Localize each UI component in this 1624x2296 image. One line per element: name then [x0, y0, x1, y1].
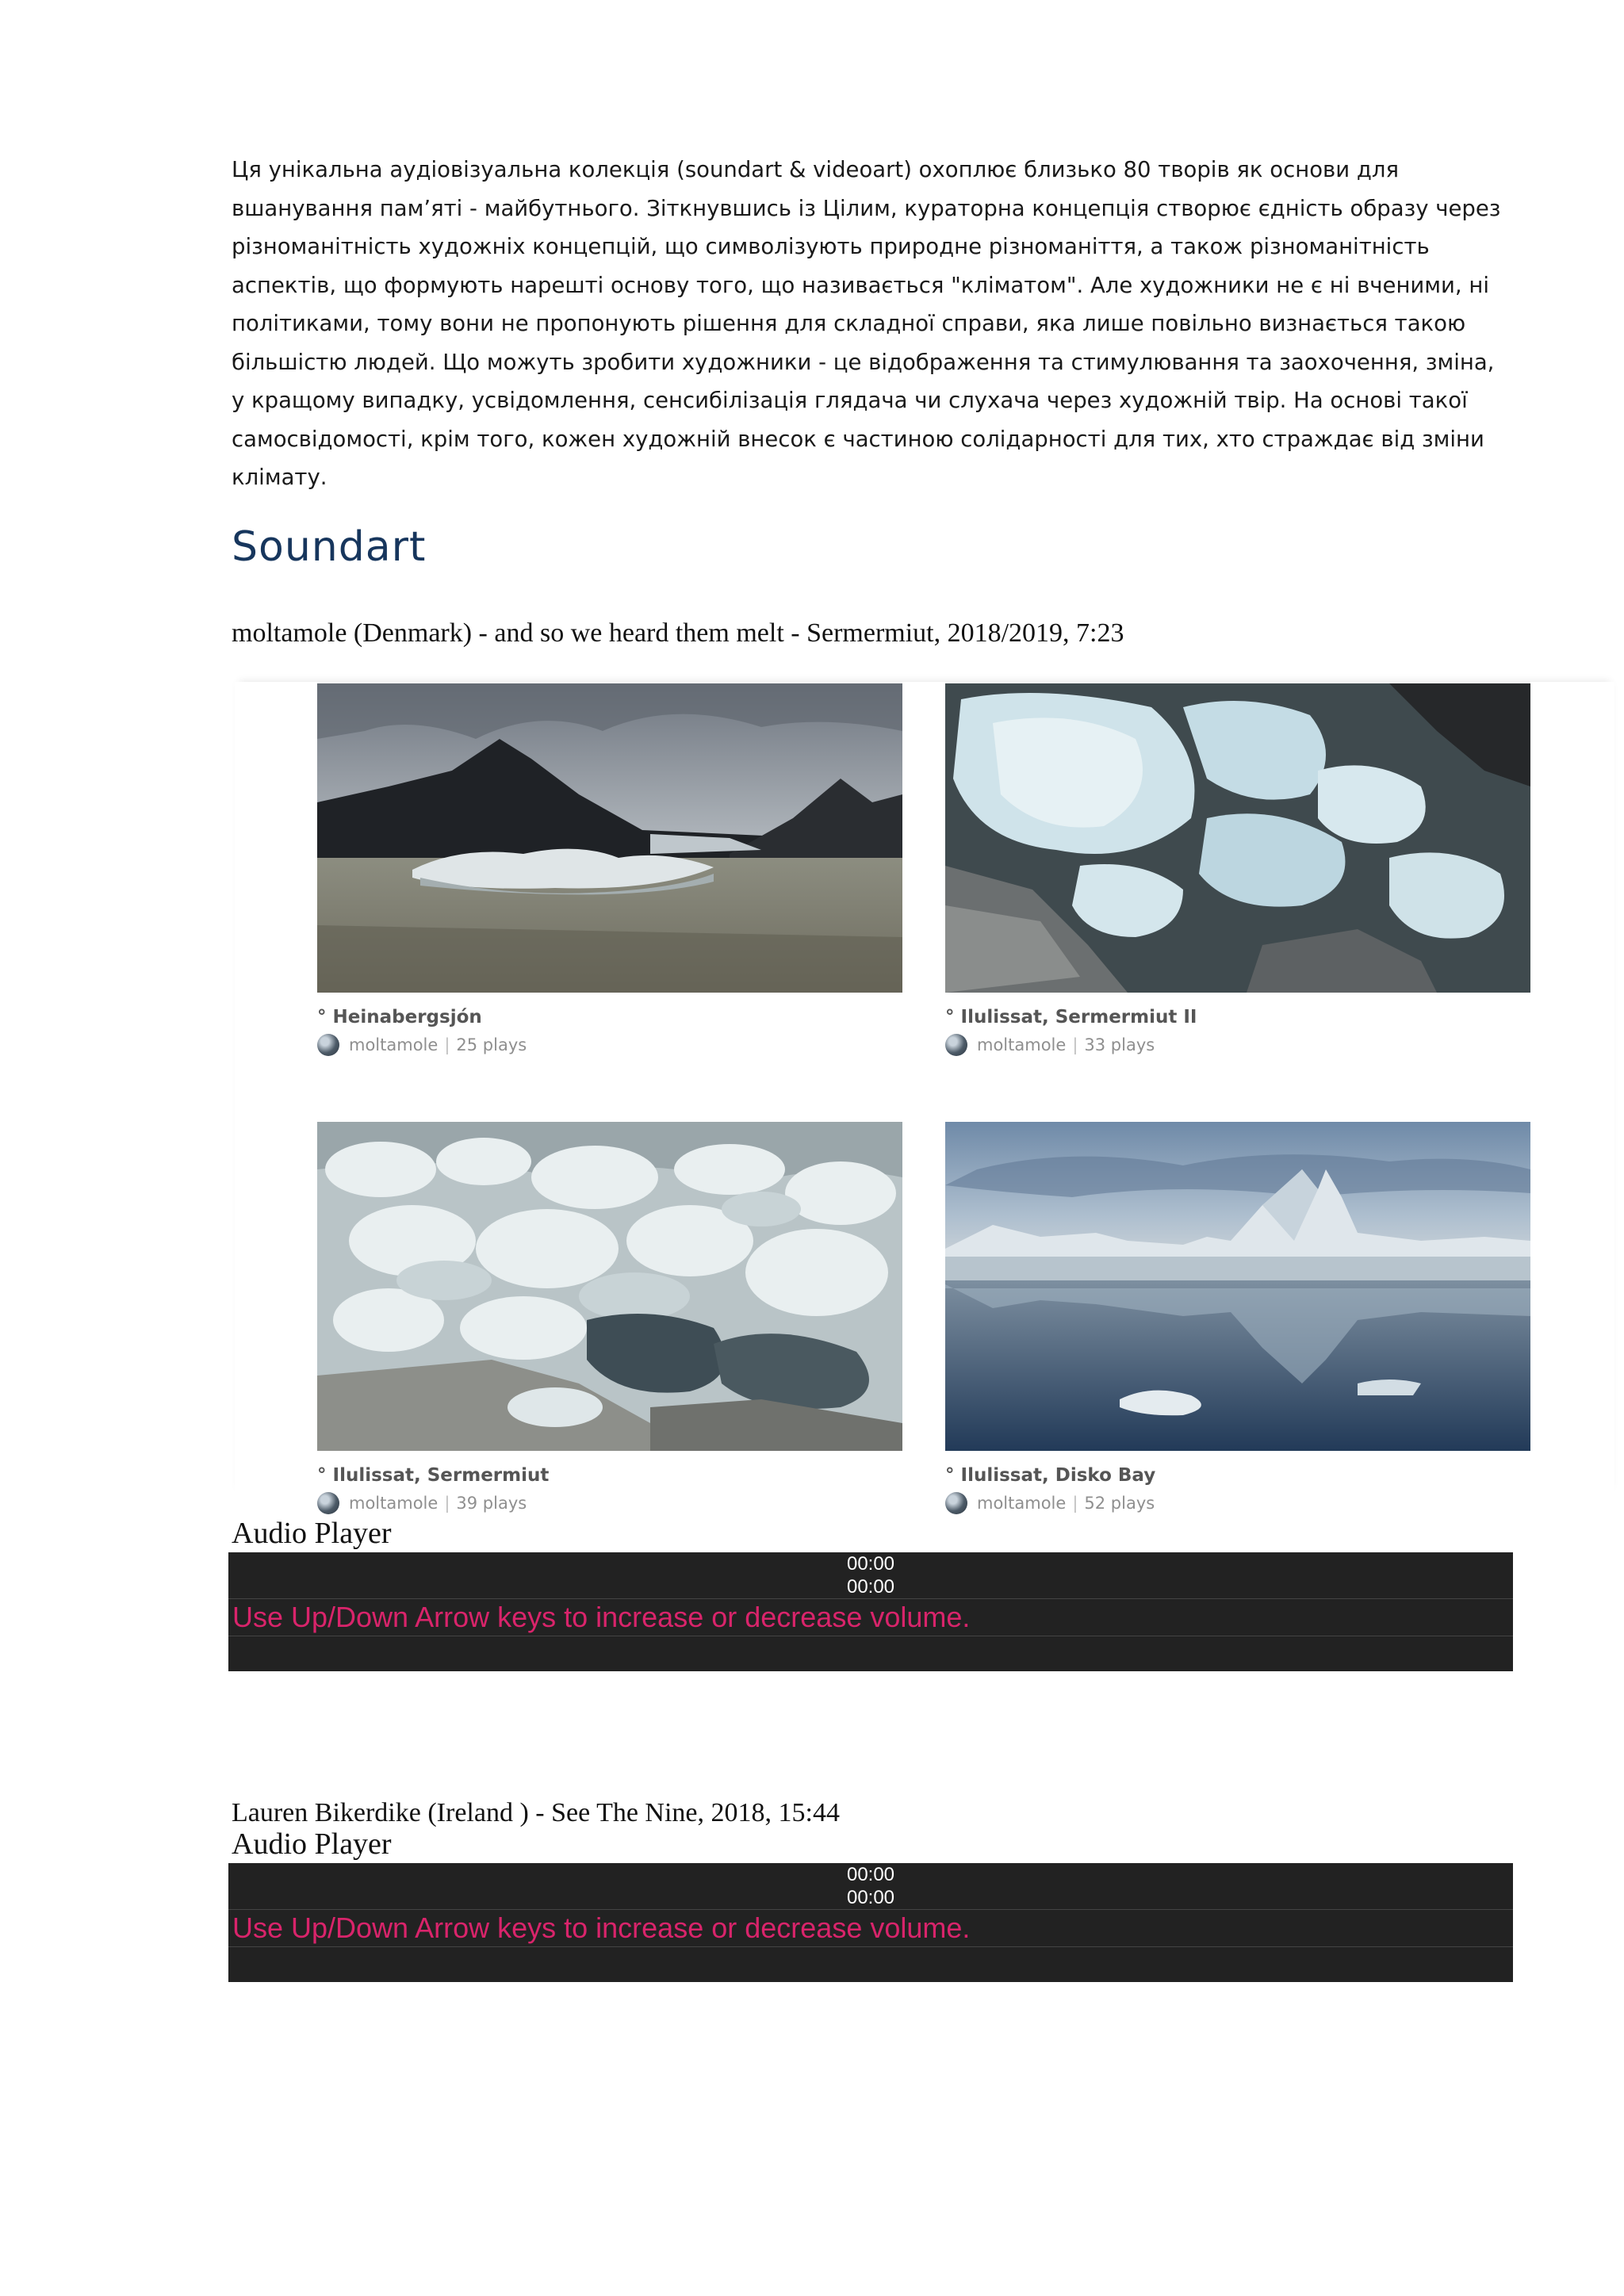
- uploader-name[interactable]: moltamole: [349, 1035, 439, 1054]
- play-count: 52 plays: [1084, 1494, 1155, 1513]
- intro-line: різноманітність художніх концепцій, що символізують природне різноманіття, а також різноманітність: [232, 234, 1430, 259]
- track-title: moltamole (Denmark) - and so we heard them melt - Sermermiut, 2018/2019, 7:23: [232, 618, 1124, 648]
- intro-line: клімату.: [232, 465, 327, 490]
- avatar-icon[interactable]: [945, 1492, 967, 1514]
- intro-line: самосвідомості, крім того, кожен художній внесок є частиною солідарності для тих, хто страждає від зміни: [232, 426, 1484, 452]
- avatar-icon[interactable]: [945, 1034, 967, 1056]
- volume-hint: Use Up/Down Arrow keys to increase or decrease volume.: [228, 1910, 1513, 1947]
- uploader-name[interactable]: moltamole: [977, 1494, 1067, 1513]
- glacier-lagoon-photo[interactable]: [317, 683, 902, 993]
- audio-player[interactable]: [228, 1863, 1513, 1982]
- play-count: 33 plays: [1084, 1035, 1155, 1054]
- photo-gallery: [235, 682, 1614, 1513]
- audio-player[interactable]: [228, 1552, 1513, 1671]
- iceberg-bay-photo[interactable]: [945, 1122, 1530, 1451]
- intro-line: аспектів, що формують нарешті основу того, що називається "кліматом". Але художники не є ні вченими, ні: [232, 272, 1490, 298]
- ice-field-photo[interactable]: [317, 1122, 902, 1451]
- gallery-card[interactable]: [317, 683, 902, 1056]
- track-title: Lauren Bikerdike (Ireland ) - See The Nine, 2018, 15:44: [232, 1798, 840, 1827]
- track-caption-title[interactable]: ° Ilulissat, Sermermiut II: [945, 1007, 1197, 1027]
- play-count: 25 plays: [456, 1035, 527, 1054]
- gallery-card[interactable]: [945, 1122, 1530, 1514]
- track-caption-title[interactable]: ° Heinabergsjón: [317, 1007, 482, 1027]
- play-count: 39 plays: [456, 1494, 527, 1513]
- audio-player-label: Audio Player: [232, 1827, 392, 1861]
- duration-time: 00:00: [228, 1886, 1513, 1910]
- track-caption-meta: moltamole | 33 plays: [945, 1034, 1530, 1056]
- uploader-name[interactable]: moltamole: [349, 1494, 439, 1513]
- duration-time: 00:00: [228, 1575, 1513, 1599]
- track-caption-title[interactable]: ° Ilulissat, Disko Bay: [945, 1465, 1156, 1486]
- gallery-card[interactable]: [945, 683, 1530, 1056]
- track-caption-meta: moltamole | 39 plays: [317, 1492, 902, 1514]
- track-caption-meta: moltamole | 52 plays: [945, 1492, 1530, 1514]
- current-time: 00:00: [846, 1864, 895, 1885]
- track-caption-meta: moltamole | 25 plays: [317, 1034, 902, 1056]
- player-controls-area[interactable]: [228, 1636, 1513, 1671]
- volume-hint: Use Up/Down Arrow keys to increase or decrease volume.: [228, 1599, 1513, 1636]
- avatar-icon[interactable]: [317, 1034, 339, 1056]
- intro-line: Ця унікальна аудіовізуальна колекція (soundart & videoart) охоплює близько 80 творів як основи для: [232, 157, 1399, 182]
- intro-line: у кращому випадку, усвідомлення, сенсибілізація глядача чи слухача через художній твір. На основі такої: [232, 388, 1468, 413]
- current-time: 00:00: [846, 1553, 895, 1575]
- player-controls-area[interactable]: [228, 1947, 1513, 1982]
- intro-line: більшістю людей. Що можуть зробити художники - це відображення та стимулювання та заохочення, зміна,: [232, 349, 1495, 375]
- avatar-icon[interactable]: [317, 1492, 339, 1514]
- audio-player-label: Audio Player: [232, 1517, 392, 1550]
- track-caption-title[interactable]: ° Ilulissat, Sermermiut: [317, 1465, 550, 1486]
- section-title: Soundart: [232, 523, 427, 571]
- intro-line: політиками, тому вони не пропонують рішення для складної справи, яка лише повільно визнається такою: [232, 311, 1466, 336]
- uploader-name[interactable]: moltamole: [977, 1035, 1067, 1054]
- intro-line: вшанування пам’яті - майбутнього. Зіткнувшись із Цілим, кураторна концепція створює єдність образу через: [232, 195, 1501, 221]
- intro-paragraph: [232, 151, 1516, 497]
- ice-floes-photo[interactable]: [945, 683, 1530, 993]
- gallery-card[interactable]: [317, 1122, 902, 1514]
